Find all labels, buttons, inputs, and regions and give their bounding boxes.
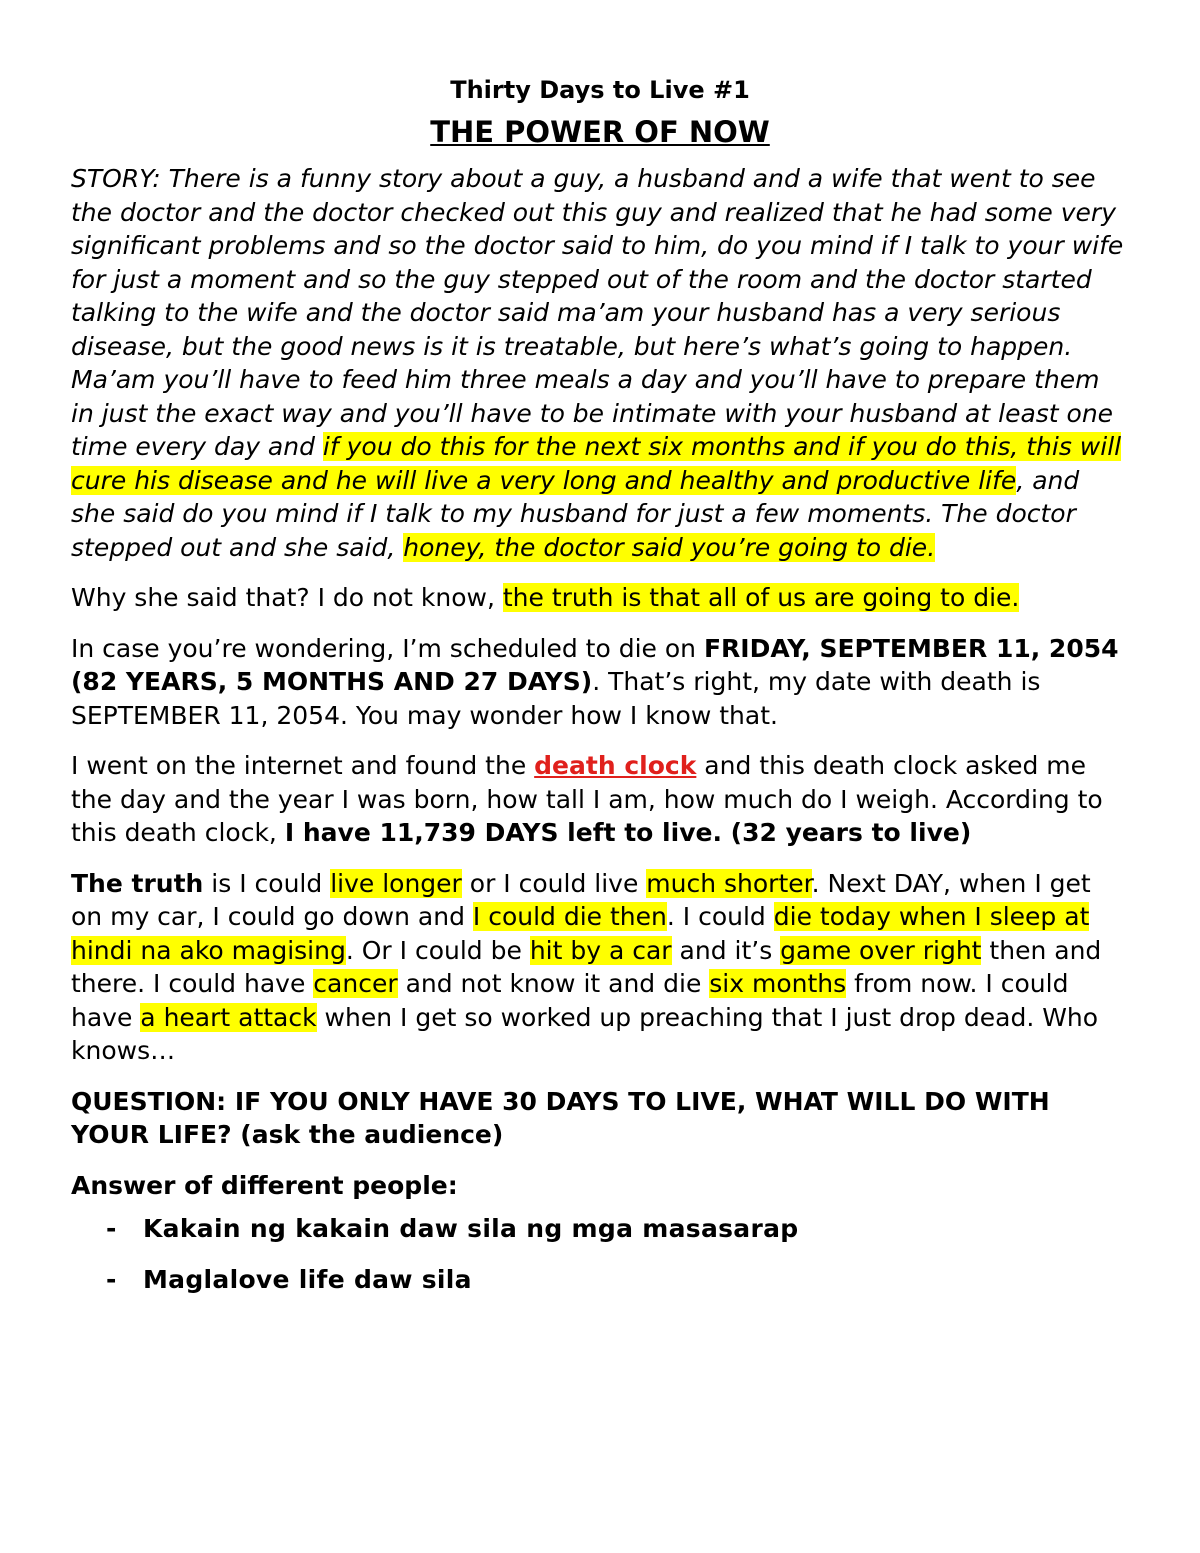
clock-text-2: and this death clock asked me the day and the year I was born, how tall I am, how much do I weigh. According to this death clock,	[71, 751, 1103, 847]
truth-highlight-7: cancer	[313, 969, 398, 998]
answer-item-1	[71, 1212, 1129, 1246]
question-paragraph: QUESTION: IF YOU ONLY HAVE 30 DAYS TO LIVE, WHAT WILL DO WITH YOUR LIFE? (ask the audience)	[71, 1086, 1050, 1149]
schedule-date-bold: FRIDAY, SEPTEMBER 11, 2054 (82 YEARS, 5 MONTHS AND 27 DAYS)	[71, 633, 1119, 696]
truth-text-1: is I could	[203, 868, 331, 898]
truth-highlight-2: much shorter	[646, 868, 812, 898]
truth-text-3: . Next DAY, when I get on my car, I could go down and	[71, 868, 1091, 931]
truth-text-7: then and there. I could have	[71, 935, 1102, 998]
schedule-text-1: In case you’re wondering, I’m scheduled to die on	[71, 633, 704, 663]
truth-text-9: from now. I could have	[71, 969, 1069, 1032]
truth-lead-bold: The truth	[71, 868, 204, 898]
clock-text-1: I went on the internet and found the	[71, 751, 535, 780]
why-highlight: the truth is that all of us are going to die.	[502, 583, 1020, 612]
clock-paragraph	[71, 749, 1129, 850]
story-highlight-2: honey, the doctor said you’re going to die.	[403, 532, 936, 562]
story-text-2: , and she said do you mind if I talk to my husband for just a few moments. The doctor stepped out and she said,	[71, 465, 1080, 562]
truth-text-10: when I get so worked up preaching that I just drop dead. Who knows…	[71, 1002, 1099, 1065]
truth-text-2: or I could live	[461, 868, 647, 898]
truth-highlight-5: hit by a car	[529, 935, 672, 965]
bullet-dash: -	[106, 1214, 117, 1243]
answer-text-1: Kakain ng kakain daw sila ng mga masasarap	[143, 1214, 799, 1243]
story-paragraph	[71, 162, 1129, 564]
truth-highlight-4: die today when I sleep at hindi na ako magising	[71, 902, 1090, 965]
truth-highlight-8: six months	[709, 969, 847, 998]
document-kicker: Thirty Days to Live #1	[450, 76, 750, 104]
document-title: THE POWER OF NOW	[430, 115, 770, 149]
why-text: Why she said that? I do not know,	[71, 583, 503, 612]
answer-text-2: Maglalove life daw sila	[143, 1264, 472, 1294]
answers-heading: Answer of different people:	[71, 1170, 458, 1200]
death-clock-link[interactable]: death clock	[534, 751, 697, 780]
bullet-dash: -	[106, 1264, 117, 1294]
truth-highlight-6: game over right	[780, 935, 982, 965]
truth-text-8: and not know it and die	[397, 969, 710, 998]
truth-text-6: and it’s	[671, 935, 781, 965]
story-highlight-1: if you do this for the next six months and if you do this, this will cure his disease and he will live a very long and healthy and productive life	[71, 432, 1122, 495]
document-page	[71, 74, 1129, 1313]
truth-highlight-9: a heart attack	[140, 1002, 317, 1032]
clock-days-bold: I have 11,739 DAYS left to live. (32 years to live)	[284, 818, 972, 847]
answer-item-2	[71, 1263, 1129, 1297]
truth-highlight-1: live longer	[330, 868, 462, 898]
truth-text-4: . I could	[666, 902, 774, 931]
truth-highlight-3: I could die then	[472, 902, 667, 931]
why-paragraph	[71, 581, 1129, 615]
truth-paragraph	[71, 867, 1129, 1068]
answers-list	[71, 1212, 1129, 1296]
schedule-paragraph	[71, 632, 1129, 733]
truth-text-5: . Or I could be	[345, 935, 530, 965]
story-text-1: STORY: There is a funny story about a guy, a husband and a wife that went to see the doctor and the doctor checked out this guy and realized that he had some very significant problems and so the doctor said to him, do you mind if I talk to your wife for just a moment and so the guy stepped out of the room and the doctor started talking to the wife and the doctor said ma’am your husband has a very serious disease, but the good news is it is treatable, but here’s what’s going to happen. Ma’am you’ll have to feed him three meals a day and you’ll have to prepare them in just the exact way and you’ll have to be intimate with your husband at least one time every day and	[71, 164, 1124, 461]
schedule-text-2: . That’s right, my date with death is SEPTEMBER 11, 2054. You may wonder how I know that.	[71, 667, 1041, 730]
